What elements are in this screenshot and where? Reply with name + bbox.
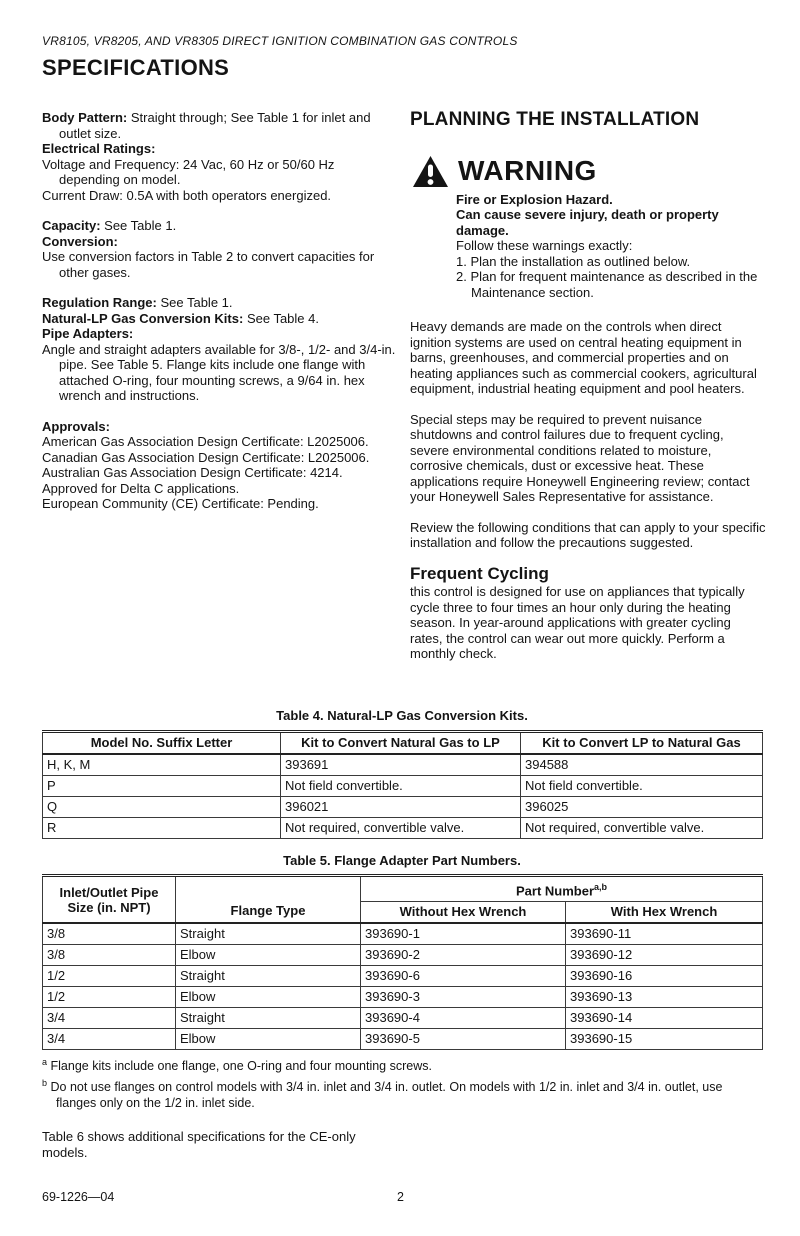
frequent-cycling-heading: Frequent Cycling [410, 563, 549, 583]
warning-step: 2. Plan for frequent maintenance as described in the Maintenance section. [456, 269, 758, 300]
table-cell: 393690-16 [566, 966, 763, 987]
table-cell: 393691 [281, 754, 521, 776]
table5-sub-header: Without Hex Wrench [361, 902, 566, 924]
warning-hazard-line: Can cause severe injury, death or property damage. [456, 207, 719, 238]
right-column [410, 109, 766, 677]
table-cell: R [43, 817, 281, 838]
spec-text: Straight through; See Table 1 for inlet and outlet size. [59, 110, 371, 141]
table-cell: 393690-1 [361, 923, 566, 945]
warning-header [412, 155, 766, 188]
warning-body [456, 192, 766, 301]
footnote-marker: b [42, 1077, 48, 1088]
spec-line: Current Draw: 0.5A with both operators energized. [42, 187, 332, 203]
table4-title: Table 4. Natural-LP Gas Conversion Kits. [276, 708, 528, 723]
spec-line: Australian Gas Association Design Certificate: 4214. [42, 465, 343, 480]
table-row [43, 966, 763, 987]
frequent-cycling-text: this control is designed for use on appliances that typically cycle three to four times an hour only during the heating season. In year-around applications with greater cycling rates, the control can wear out more quickly. Perform a monthly check. [410, 584, 745, 661]
table-cell: 393690-4 [361, 1008, 566, 1029]
table-cell: 1/2 [43, 987, 176, 1008]
table-cell: 3/8 [43, 945, 176, 966]
table5-col-header: Flange Type [176, 876, 361, 924]
spec-line: European Community (CE) Certificate: Pending. [42, 496, 319, 511]
table5-sub-header: With Hex Wrench [566, 902, 763, 924]
spec-conversion [42, 234, 398, 281]
table-cell: Elbow [176, 945, 361, 966]
table-row [43, 817, 763, 838]
spec-pipe-adapters [42, 326, 398, 404]
table4-col-header: Model No. Suffix Letter [43, 731, 281, 754]
footnote-text: Flange kits include one flange, one O-ring and four mounting screws. [50, 1059, 432, 1074]
table-row [43, 1029, 763, 1050]
table-cell: 1/2 [43, 966, 176, 987]
body-paragraph: Heavy demands are made on the controls when direct ignition systems are used on central heating equipment in barns, greenhouses, and commercial properties and on heating appliances such as commercial cookers, agricultural equipment, industrial heating equipment and pool heaters. [410, 319, 757, 396]
spec-line: American Gas Association Design Certificate: L2025006. [42, 434, 369, 449]
table-cell: P [43, 775, 281, 796]
spec-line: Canadian Gas Association Design Certificate: L2025006. [42, 449, 370, 465]
table5-footnotes [42, 1055, 762, 1111]
warning-instruction: Follow these warnings exactly: [456, 238, 633, 253]
footnote-text: Do not use flanges on control models with 3/4 in. inlet and 3/4 in. outlet. On models with 1/2 in. inlet and 3/4 in. outlet, use flanges only on the 1/2 in. inlet side. [50, 1080, 723, 1110]
spec-regulation-range [42, 295, 398, 311]
footer-page-number: 2 [397, 1190, 404, 1204]
footnote-a [42, 1055, 762, 1075]
table-cell: Q [43, 796, 281, 817]
table-cell: 393690-3 [361, 987, 566, 1008]
table-row [43, 796, 763, 817]
table-cell: Not required, convertible valve. [281, 817, 521, 838]
warning-step: 1. Plan the installation as outlined below. [456, 253, 691, 269]
left-column [42, 110, 398, 527]
table-cell: 393690-6 [361, 966, 566, 987]
table-cell: 393690-2 [361, 945, 566, 966]
spec-label: Electrical Ratings: [42, 141, 156, 156]
table-row [43, 775, 763, 796]
table-row [43, 945, 763, 966]
spec-body-pattern [42, 110, 398, 141]
table-row [43, 987, 763, 1008]
spec-conversion-kits [42, 311, 398, 327]
table5-header-row [43, 876, 763, 902]
spec-electrical-ratings [42, 141, 398, 203]
spec-approvals [42, 419, 398, 512]
table-cell: Not required, convertible valve. [521, 817, 763, 838]
warning-hazard-line: Fire or Explosion Hazard. [456, 191, 613, 207]
table-cell: 396025 [521, 796, 763, 817]
table-cell: Straight [176, 923, 361, 945]
warning-title: WARNING [458, 155, 597, 186]
table-cell: 393690-5 [361, 1029, 566, 1050]
table4 [42, 730, 763, 839]
table-cell: 396021 [281, 796, 521, 817]
table-cell: 3/4 [43, 1008, 176, 1029]
table4-col-header: Kit to Convert LP to Natural Gas [521, 731, 763, 754]
footer-doc-number: 69-1226—04 [42, 1190, 115, 1204]
span-header-text: Part Number [515, 883, 595, 899]
spec-label: Natural-LP Gas Conversion Kits: [42, 310, 244, 326]
table-cell: 393690-14 [566, 1008, 763, 1029]
table-row [43, 923, 763, 945]
table-cell: H, K, M [43, 754, 281, 776]
spec-line: Angle and straight adapters available for 3/8-, 1/2- and 3/4-in. pipe. See Table 5. Flange kits include one flange with attached O-ring, four mounting screws, a 9/64 in. hex wrench and instructions. [42, 341, 396, 403]
tables-section [42, 708, 762, 1160]
table-cell: Not field convertible. [521, 775, 763, 796]
spec-capacity [42, 218, 398, 234]
footnote-reference: a,b [594, 882, 608, 892]
table-cell: Elbow [176, 987, 361, 1008]
spec-label: Regulation Range: [42, 295, 157, 310]
footnote-b [42, 1076, 762, 1111]
table-row [43, 1008, 763, 1029]
table5-title: Table 5. Flange Adapter Part Numbers. [283, 852, 521, 868]
table4-col-header: Kit to Convert Natural Gas to LP [281, 731, 521, 754]
spec-line: Voltage and Frequency: 24 Vac, 60 Hz or 50/60 Hz depending on model. [42, 156, 335, 187]
spec-label: Conversion: [42, 233, 118, 249]
body-paragraph: Review the following conditions that can apply to your specific installation and follow the precautions suggested. [410, 519, 766, 550]
table-cell: 393690-12 [566, 945, 763, 966]
spec-text: See Table 1. [160, 295, 233, 310]
warning-block [410, 155, 766, 301]
spec-text: See Table 1. [104, 218, 177, 233]
running-header: VR8105, VR8205, AND VR8305 DIRECT IGNITION COMBINATION GAS CONTROLS [42, 34, 518, 48]
table5 [42, 874, 763, 1050]
spec-line: Approved for Delta C applications. [42, 480, 240, 496]
footnote-marker: a [42, 1057, 48, 1068]
planning-heading: PLANNING THE INSTALLATION [410, 109, 700, 130]
warning-triangle-icon [412, 155, 449, 188]
table-cell: 393690-13 [566, 987, 763, 1008]
spec-label: Capacity: [42, 218, 101, 233]
table5-col-header: Inlet/Outlet Pipe Size (in. NPT) [43, 876, 176, 924]
table-cell: Straight [176, 1008, 361, 1029]
spec-label: Pipe Adapters: [42, 326, 134, 341]
spec-label: Approvals: [42, 418, 110, 434]
table-cell: 393690-11 [566, 923, 763, 945]
spec-text: See Table 4. [246, 310, 319, 326]
closing-note: Table 6 shows additional specifications for the CE-only models. [42, 1129, 356, 1160]
table-cell: 3/8 [43, 923, 176, 945]
table-cell: Not field convertible. [281, 775, 521, 796]
table5-span-header [361, 876, 763, 902]
table-cell: Elbow [176, 1029, 361, 1050]
table4-header-row [43, 731, 763, 754]
spec-label: Body Pattern: [42, 110, 128, 125]
table-cell: 3/4 [43, 1029, 176, 1050]
specifications-heading: SPECIFICATIONS [42, 55, 230, 80]
table-cell: 394588 [521, 754, 763, 776]
table-cell: 393690-15 [566, 1029, 763, 1050]
table-cell: Straight [176, 966, 361, 987]
table-row [43, 754, 763, 776]
spec-line: Use conversion factors in Table 2 to convert capacities for other gases. [42, 249, 375, 280]
body-paragraph: Special steps may be required to prevent nuisance shutdowns and control failures due to frequent cycling, severe environmental conditions related to moisture, corrosive chemicals, dust or excessive heat. These applications require Honeywell Engineering review; contact your Honeywell Sales Representative for assistance. [410, 411, 750, 504]
